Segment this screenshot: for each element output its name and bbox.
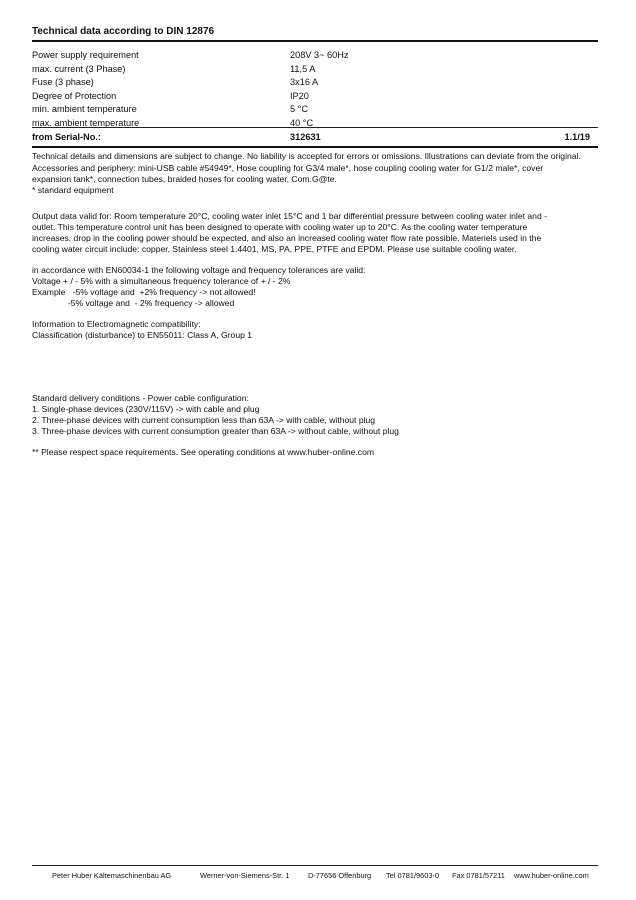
text-line: * standard equipment <box>32 185 114 195</box>
text-line: expansion tank*, connection tubes, braided hoses for cooling water, Com.G@te. <box>32 174 337 184</box>
spec-value: IP20 <box>290 90 309 101</box>
footer-city: D-77656 Offenburg <box>308 871 372 880</box>
spec-row <box>32 76 598 90</box>
footer-divider <box>32 865 598 866</box>
spec-value: 40 °C <box>290 117 314 128</box>
spec-row <box>32 90 598 104</box>
spec-label: Fuse (3 phase) <box>32 77 94 87</box>
serial-label: from Serial-No.: <box>32 132 101 142</box>
datasheet-page <box>32 0 598 900</box>
spec-value: 5 °C <box>290 104 308 114</box>
spec-label: Power supply requirement <box>32 50 139 60</box>
spec-label: max. current (3 Phase) <box>32 63 126 74</box>
spec-divider <box>32 127 598 128</box>
disclaimer: Technical details and dimensions are subject to change. No liability is accepted for errors or omissions. Illustrations can deviate from the original. <box>32 151 581 161</box>
text-line: 1. Single-phase devices (230V/115V) -> with cable and plug <box>32 404 260 414</box>
text-line: increases, drop in the cooling power should be expected, and also an increased cooling water flow rate possible. Materiels used in the <box>32 233 542 243</box>
text-line: Accessories and periphery: mini-USB cable #54949*, Hose coupling for G3/4 male*, hose coupling cooling water for G1/2 male*, cover <box>32 163 544 173</box>
text-line: cooling water circuit include: copper, Stainless steel 1.4401, MS, PA, PPE, PTFE and EPDM. Please use suitable cooling water. <box>32 244 517 254</box>
text-line: Standard delivery conditions - Power cable configuration: <box>32 393 249 403</box>
spec-row <box>32 103 598 117</box>
spec-value: 3x16 A <box>290 77 319 87</box>
footer-phone: Tel 0781/9603-0 <box>386 871 440 880</box>
footer-street: Werner-von-Siemens-Str. 1 <box>200 871 290 880</box>
version-number: 1.1/19 <box>564 132 590 142</box>
footer-website: www.huber-online.com <box>514 871 589 880</box>
accessories-paragraph <box>32 163 592 196</box>
space-note <box>32 447 592 458</box>
page-title: Technical data according to DIN 12876 <box>32 26 215 37</box>
serial-divider <box>32 146 598 148</box>
serial-number: 312631 <box>290 132 321 142</box>
spec-label: Degree of Protection <box>32 90 117 101</box>
text-line: Example -5% voltage and +2% frequency -> not allowed! <box>32 287 256 297</box>
text-line: -5% voltage and - 2% frequency -> allowed <box>32 298 235 308</box>
serial-row <box>32 131 598 144</box>
spec-value: 11,5 A <box>290 63 316 74</box>
tolerance-paragraph <box>32 265 592 309</box>
footer <box>52 870 598 882</box>
footer-fax: Fax 0781/57211 <box>452 871 505 880</box>
delivery-paragraph <box>32 393 592 437</box>
text-line: 3. Three-phase devices with current consumption greater than 63A -> without cable, without plug <box>32 426 399 436</box>
title-divider <box>32 40 598 42</box>
spec-value: 208V 3~ 60Hz <box>290 50 349 60</box>
spec-label: max. ambient temperature <box>32 117 140 128</box>
spec-row <box>32 63 598 77</box>
text-line: in accordance with EN60034-1 the following voltage and frequency tolerances are valid: <box>32 265 366 275</box>
text-line: Classification (disturbance) to EN55011: Class A, Group 1 <box>32 330 253 340</box>
spec-label: min. ambient temperature <box>32 104 137 114</box>
output-data-paragraph <box>32 211 592 255</box>
text-line: Information to Electromagnetic compatibility: <box>32 319 201 329</box>
spec-row <box>32 49 598 63</box>
text-line: ** Please respect space requirements. See operating conditions at www.huber-online.com <box>32 447 375 457</box>
emc-paragraph <box>32 319 592 341</box>
text-line: Voltage + / - 5% with a simultaneous frequency tolerance of + / - 2% <box>32 276 291 286</box>
text-line: Output data valid for: Room temperature 20°C, cooling water inlet 15°C and 1 bar differential pressure between cooling water inlet and - <box>32 211 547 221</box>
text-line: outlet. This temperature control unit has been designed to operate with cooling water up to 20°C. As the cooling water temperature <box>32 222 528 232</box>
footer-company: Peter Huber Kältemaschinenbau AG <box>52 871 172 880</box>
spec-table <box>32 49 598 130</box>
text-line: 2. Three-phase devices with current consumption less than 63A -> with cable, without plug <box>32 415 376 425</box>
